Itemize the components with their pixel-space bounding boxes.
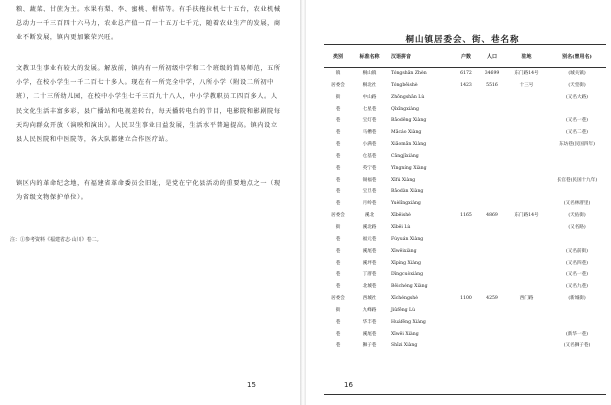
cell-households: 1423 [460, 82, 472, 88]
cell-location [505, 115, 548, 127]
table-row [324, 293, 606, 305]
table-row [324, 175, 606, 187]
cell-pinyin: Yīngníng Xiàng [391, 165, 427, 171]
cell-name: 华丰巷 [362, 319, 377, 325]
cell-alias: (新华一巷) [566, 331, 588, 337]
cell-pinyin: Bǎodēng Xiàng [391, 118, 427, 124]
cell-population [479, 139, 505, 151]
cell-population: 4259 [486, 296, 498, 302]
cell-population [479, 127, 505, 139]
cell-category: 巷 [335, 236, 341, 242]
cell-population [479, 92, 505, 104]
cell-name: 仓基巷 [362, 153, 377, 159]
cell-alias [548, 163, 606, 175]
cell-location [505, 317, 548, 329]
cell-location [505, 92, 548, 104]
cell-population [479, 246, 505, 258]
cell-pinyin: Xīfú Xiàng [391, 177, 416, 183]
cell-category: 居委会 [331, 213, 345, 219]
cell-name: 中山路 [362, 94, 377, 100]
cell-location: 东门路14号 [514, 71, 539, 76]
cell-population [479, 269, 505, 281]
cell-category: 巷 [335, 260, 341, 266]
table-row [324, 281, 606, 293]
cell-category: 巷 [335, 319, 341, 325]
cell-alias [548, 317, 606, 329]
cell-population [479, 340, 505, 352]
cell-alias: (又名路) [568, 224, 586, 230]
cell-pinyin: Zhōngshān Lù [391, 94, 425, 100]
cell-households [453, 281, 479, 293]
cell-alias: (又名大路) [566, 94, 588, 100]
table-row [324, 305, 606, 317]
cell-name: 桐山镇 [362, 71, 377, 76]
cell-population: 4869 [486, 213, 498, 219]
cell-location [505, 139, 548, 151]
table-row [324, 127, 606, 139]
cell-name: 宝旦巷 [362, 189, 377, 195]
left-paragraph-1: 粮、蔬菜、甘蔗为主。水果有梨、李、蜜桃、柑桔等。有手扶拖拉机七十五台，农业机械总动力一千三百四十六马力，农业总产值一百一十五万七千元，随着农业生产的发展，商业不断发展，镇内更加繁荣兴旺。 [16, 6, 281, 42]
cell-category: 巷 [335, 272, 341, 278]
cell-pinyin: Xīpíng Xiàng [391, 260, 421, 266]
header-pinyin: 汉语拼音 [391, 53, 412, 60]
table-row [324, 269, 606, 281]
cell-category: 街 [335, 94, 341, 100]
cell-category: 巷 [335, 284, 341, 290]
cell-households [453, 186, 479, 198]
cell-location [505, 222, 548, 234]
cell-alias: (又名狮子巷) [563, 343, 591, 349]
cell-households [453, 92, 479, 104]
cell-category: 巷 [335, 118, 341, 124]
cell-name: 溪尾巷 [362, 248, 377, 254]
cell-households [453, 246, 479, 258]
cell-pinyin: Huáfēng Xiàng [391, 319, 426, 325]
cell-name: 溪北路 [362, 224, 377, 230]
cell-name: 锡福巷 [362, 177, 377, 183]
cell-category: 巷 [335, 189, 341, 195]
header-alias: 别名(曾用名) [562, 53, 592, 60]
cell-location: 西门路 [519, 296, 534, 302]
left-page [0, 0, 300, 405]
cell-location [505, 104, 548, 116]
cell-name: 溪坪巷 [362, 260, 377, 266]
cell-category: 街 [335, 224, 341, 230]
cell-name: 狮子巷 [362, 343, 377, 349]
cell-households [453, 305, 479, 317]
table-header [324, 45, 606, 68]
cell-alias: (又名一巷) [566, 118, 588, 124]
cell-population [479, 222, 505, 234]
right-page-number: 16 [344, 381, 353, 389]
cell-population: 34699 [484, 71, 500, 76]
table-bottom-rule [324, 394, 606, 395]
cell-pinyin: Jiǔfēng Lù [391, 307, 416, 313]
cell-category: 巷 [335, 331, 341, 337]
cell-name: 小满巷 [362, 142, 377, 148]
cell-pinyin: Yuèlǐngxiàng [391, 201, 421, 207]
cell-households [453, 317, 479, 329]
cell-alias: (又名林厝里) [563, 201, 591, 207]
cell-households [453, 340, 479, 352]
cell-households: 6172 [460, 71, 472, 76]
cell-location [505, 151, 548, 163]
cell-households [453, 127, 479, 139]
header-name: 标准名称 [359, 53, 380, 60]
table-row [324, 340, 606, 352]
cell-location [505, 175, 548, 187]
cell-population [479, 329, 505, 341]
table-row [324, 115, 606, 127]
cell-pinyin: Qīxīngxiàng [391, 106, 419, 112]
cell-name: 马槽巷 [362, 130, 377, 136]
cell-households [453, 104, 479, 116]
table-body [324, 68, 606, 352]
cell-population [479, 281, 505, 293]
cell-location [505, 246, 548, 258]
left-paragraph-3: 镇区内的革命纪念地，有福建省革命委员会旧址，是党在宁化县活动的重要地点之一（现为省级文物保护单位）。 [16, 180, 281, 202]
cell-location: 东门路14号 [514, 213, 539, 219]
table-row [324, 163, 606, 175]
cell-category: 巷 [335, 343, 341, 349]
cell-name: 月岭巷 [362, 201, 377, 207]
cell-population [479, 198, 505, 210]
cell-population [479, 186, 505, 198]
cell-name: 西城社 [362, 296, 377, 302]
header-category: 类别 [332, 53, 343, 60]
cell-alias: (城关镇) [568, 71, 586, 76]
cell-name: 桐北社 [362, 82, 377, 88]
table-row [324, 151, 606, 163]
cell-location [505, 258, 548, 270]
cell-name: 福元巷 [362, 236, 377, 242]
cell-category: 巷 [335, 142, 341, 148]
cell-population [479, 305, 505, 317]
cell-pinyin: Tóngshān Zhèn [391, 71, 427, 76]
cell-pinyin: Cāngjīxiàng [391, 153, 419, 159]
cell-pinyin: Xīchéngshè [391, 296, 418, 302]
table-row [324, 222, 606, 234]
cell-pinyin: Mǎcáo Xiàng [391, 130, 422, 136]
cell-households [453, 222, 479, 234]
cell-category: 巷 [335, 177, 341, 183]
cell-pinyin: Xīběishè [391, 213, 411, 219]
cell-location [505, 198, 548, 210]
table-row [324, 68, 606, 80]
cell-category: 居委会 [331, 296, 345, 302]
cell-location [505, 186, 548, 198]
cell-households [453, 139, 479, 151]
table-row [324, 80, 606, 92]
header-population: 人口 [486, 53, 497, 60]
cell-location [505, 281, 548, 293]
cell-alias: (又名二巷) [566, 130, 588, 136]
table-row [324, 104, 606, 116]
cell-households [453, 175, 479, 187]
table-row [324, 317, 606, 329]
cell-location: 十三号 [519, 82, 534, 88]
cell-name: 七星巷 [362, 106, 377, 112]
cell-households [453, 234, 479, 246]
cell-pinyin: Xīběi Lù [391, 224, 411, 230]
cell-alias: (又名四巷) [566, 260, 588, 266]
cell-name: 英宁巷 [362, 165, 377, 171]
cell-pinyin: Xīwěixiàng [391, 248, 417, 254]
left-page-number: 15 [247, 381, 256, 389]
cell-category: 巷 [335, 165, 341, 171]
cell-category: 巷 [335, 130, 341, 136]
cell-location [505, 163, 548, 175]
cell-category: 街 [335, 307, 341, 313]
cell-alias [548, 234, 606, 246]
table-row [324, 210, 606, 222]
cell-category: 巷 [335, 248, 341, 254]
cell-population [479, 234, 505, 246]
cell-location [505, 269, 548, 281]
cell-location [505, 340, 548, 352]
cell-households [453, 163, 479, 175]
cell-category: 居委会 [331, 82, 345, 88]
table-row [324, 186, 606, 198]
street-name-table [324, 44, 606, 352]
cell-pinyin: Dīngcuòxiàng [391, 272, 424, 278]
cell-alias: 长官巷(民国十九年) [556, 177, 598, 183]
cell-pinyin: Shīzi Xiàng [391, 343, 418, 349]
footnote: 注：①参考资料《福建省志·山川》卷二。 [10, 237, 102, 243]
cell-name: 宝灯巷 [362, 118, 377, 124]
cell-location [505, 329, 548, 341]
cell-population [479, 104, 505, 116]
header-location: 驻地 [521, 53, 532, 60]
cell-alias: (天佑街) [568, 213, 586, 219]
cell-households [453, 269, 479, 281]
cell-alias: (又名九巷) [566, 284, 588, 290]
table-row [324, 92, 606, 104]
table-row [324, 234, 606, 246]
cell-population [479, 151, 505, 163]
cell-households [453, 198, 479, 210]
cell-pinyin: Xīwěi Xiàng [391, 331, 419, 337]
cell-population: 5516 [486, 82, 498, 88]
cell-name: 溪北 [364, 213, 375, 219]
left-paragraph-2: 文教卫生事业有较大的发展。解放前，镇内有一所初级中学和二个班级的简易师范，五所小学，在校小学生一千二百七十多人。现在有一所完全中学，八所小学（附设二所初中班），二十三所幼儿园，在校中小学生七千三百九十八人，中小学教职员工四百多人。人民文化生活丰富多彩，县广播站和电视差转台，每天播转电台的节目，电影院和影剧院每天均向群众开放（演映和演出）。人民卫生事业日益发展，生活水平普遍提高。镇内设立县人民医院和中医院等，各大队都建立合作医疗站。 [16, 65, 281, 144]
cell-alias [548, 104, 606, 116]
cell-pinyin: Fúyuán Xiàng [391, 236, 424, 242]
cell-alias [548, 186, 606, 198]
cell-alias: (新城街) [568, 296, 586, 302]
table-row [324, 329, 606, 341]
cell-name: 北城巷 [362, 284, 377, 290]
cell-households: 1100 [460, 296, 472, 302]
table-row [324, 258, 606, 270]
table-row [324, 198, 606, 210]
header-households: 户数 [460, 53, 471, 60]
cell-pinyin: Bǎodàn Xiàng [391, 189, 424, 195]
cell-alias: (天堂街) [568, 82, 586, 88]
cell-pinyin: Xiǎomǎn Xiàng [391, 142, 427, 148]
cell-category: 巷 [335, 153, 341, 159]
right-page [306, 0, 611, 405]
cell-pinyin: Tóngběishè [391, 82, 418, 88]
cell-households [453, 329, 479, 341]
cell-location [505, 305, 548, 317]
table-row [324, 139, 606, 151]
cell-population [479, 258, 505, 270]
cell-alias: 东坊巷(民国四年) [559, 142, 595, 148]
cell-name: 九峰路 [362, 307, 377, 313]
cell-alias: (又名一巷) [566, 272, 588, 278]
table-row [324, 246, 606, 258]
cell-households [453, 115, 479, 127]
cell-pinyin: Běichéng Xiàng [391, 284, 428, 290]
cell-alias: (又名前街) [566, 248, 588, 254]
cell-population [479, 115, 505, 127]
cell-population [479, 317, 505, 329]
cell-name: 丁厝巷 [362, 272, 377, 278]
cell-alias [548, 305, 606, 317]
cell-households: 1165 [460, 213, 472, 219]
cell-alias [548, 151, 606, 163]
cell-category: 镇 [335, 71, 341, 76]
cell-households [453, 151, 479, 163]
cell-category: 巷 [335, 201, 341, 207]
cell-name: 溪尾巷 [362, 331, 377, 337]
cell-population [479, 175, 505, 187]
cell-households [453, 258, 479, 270]
cell-location [505, 234, 548, 246]
cell-population [479, 163, 505, 175]
cell-location [505, 127, 548, 139]
table-title: 桐山镇居委会、街、巷名称 [405, 35, 520, 45]
cell-category: 巷 [335, 106, 341, 112]
